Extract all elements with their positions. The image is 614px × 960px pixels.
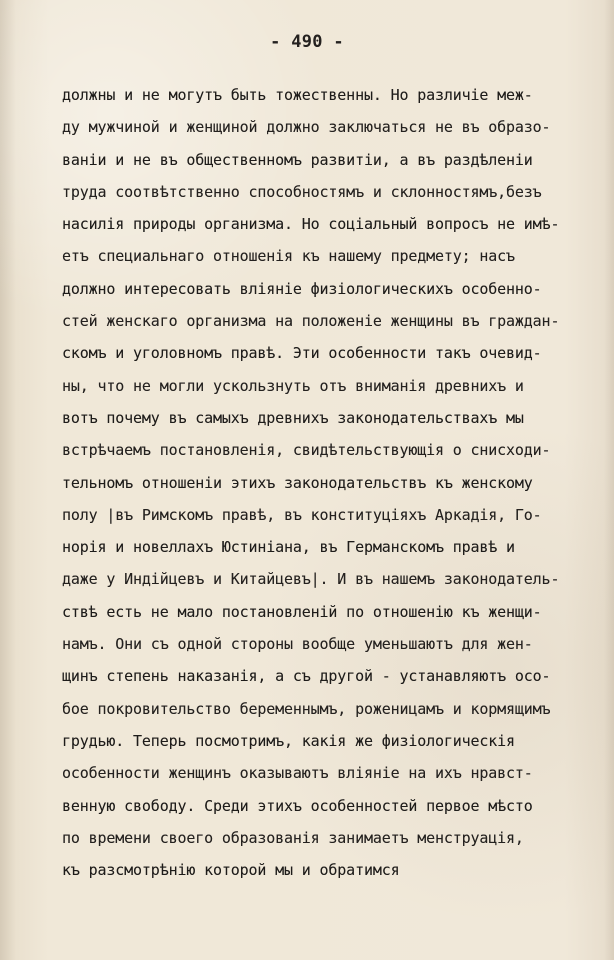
text-line: должно интересовать вліяніе физіологическихъ особенно-	[62, 279, 542, 298]
body-text	[62, 79, 562, 886]
text-line: даже у Индійцевъ и Китайцевъ|. И въ нашемъ законодатель-	[62, 570, 560, 589]
text-line: вотъ почему въ самыхъ древнихъ законодательствахъ мы	[62, 408, 524, 427]
text-line: ду мужчиной и женщиной должно заключаться не въ образо-	[62, 118, 551, 137]
text-line: ваніи и не въ общественномъ развитіи, а въ раздѣленіи	[62, 150, 533, 169]
text-line: полу |въ Римскомъ правѣ, въ конституціяхъ Аркадія, Го-	[62, 505, 542, 524]
text-line: встрѣчаемъ постановленія, свидѣтельствующія о снисходи-	[62, 441, 551, 460]
text-line: стей женскаго организма на положеніе женщины въ граждан-	[62, 312, 560, 331]
text-line: тельномъ отношеніи этихъ законодательствъ къ женскому	[62, 473, 533, 492]
text-line: бое покровительство беременнымъ, роженицамъ и кормящимъ	[62, 699, 551, 718]
text-line: намъ. Они съ одной стороны вообще уменьшаютъ для жен-	[62, 635, 533, 654]
text-line: особенности женщинъ оказываютъ вліяніе на ихъ нравст-	[62, 764, 533, 783]
text-line: щинъ степень наказанія, а съ другой - устанавляютъ осо-	[62, 667, 551, 686]
text-line: труда соотвѣтственно способностямъ и склонностямъ,безъ	[62, 182, 542, 201]
text-line: венную свободу. Среди этихъ особенностей первое мѣсто	[62, 796, 533, 815]
text-line: насилія природы организма. Но соціальный вопросъ не имѣ-	[62, 215, 560, 234]
text-line: етъ специальнаго отношенія къ нашему предмету; насъ	[62, 247, 515, 266]
text-line: по времени своего образованія занимаетъ менструація,	[62, 828, 524, 847]
text-line: къ разсмотрѣнію которой мы и обратимся	[62, 861, 400, 880]
page-number: - 490 -	[270, 32, 344, 52]
text-line: ствѣ есть не мало постановленій по отношенію къ женщи-	[62, 602, 542, 621]
text-line: ны, что не могли ускользнуть отъ вниманія древнихъ и	[62, 376, 524, 395]
text-line: норія и новеллахъ Юстиніана, въ Германскомъ правѣ и	[62, 538, 515, 557]
text-line: грудью. Теперь посмотримъ, какія же физіологическія	[62, 731, 515, 750]
text-line: скомъ и уголовномъ правѣ. Эти особенности такъ очевид-	[62, 344, 542, 363]
text-line: должны и не могутъ быть тожественны. Но различіе меж-	[62, 86, 533, 104]
